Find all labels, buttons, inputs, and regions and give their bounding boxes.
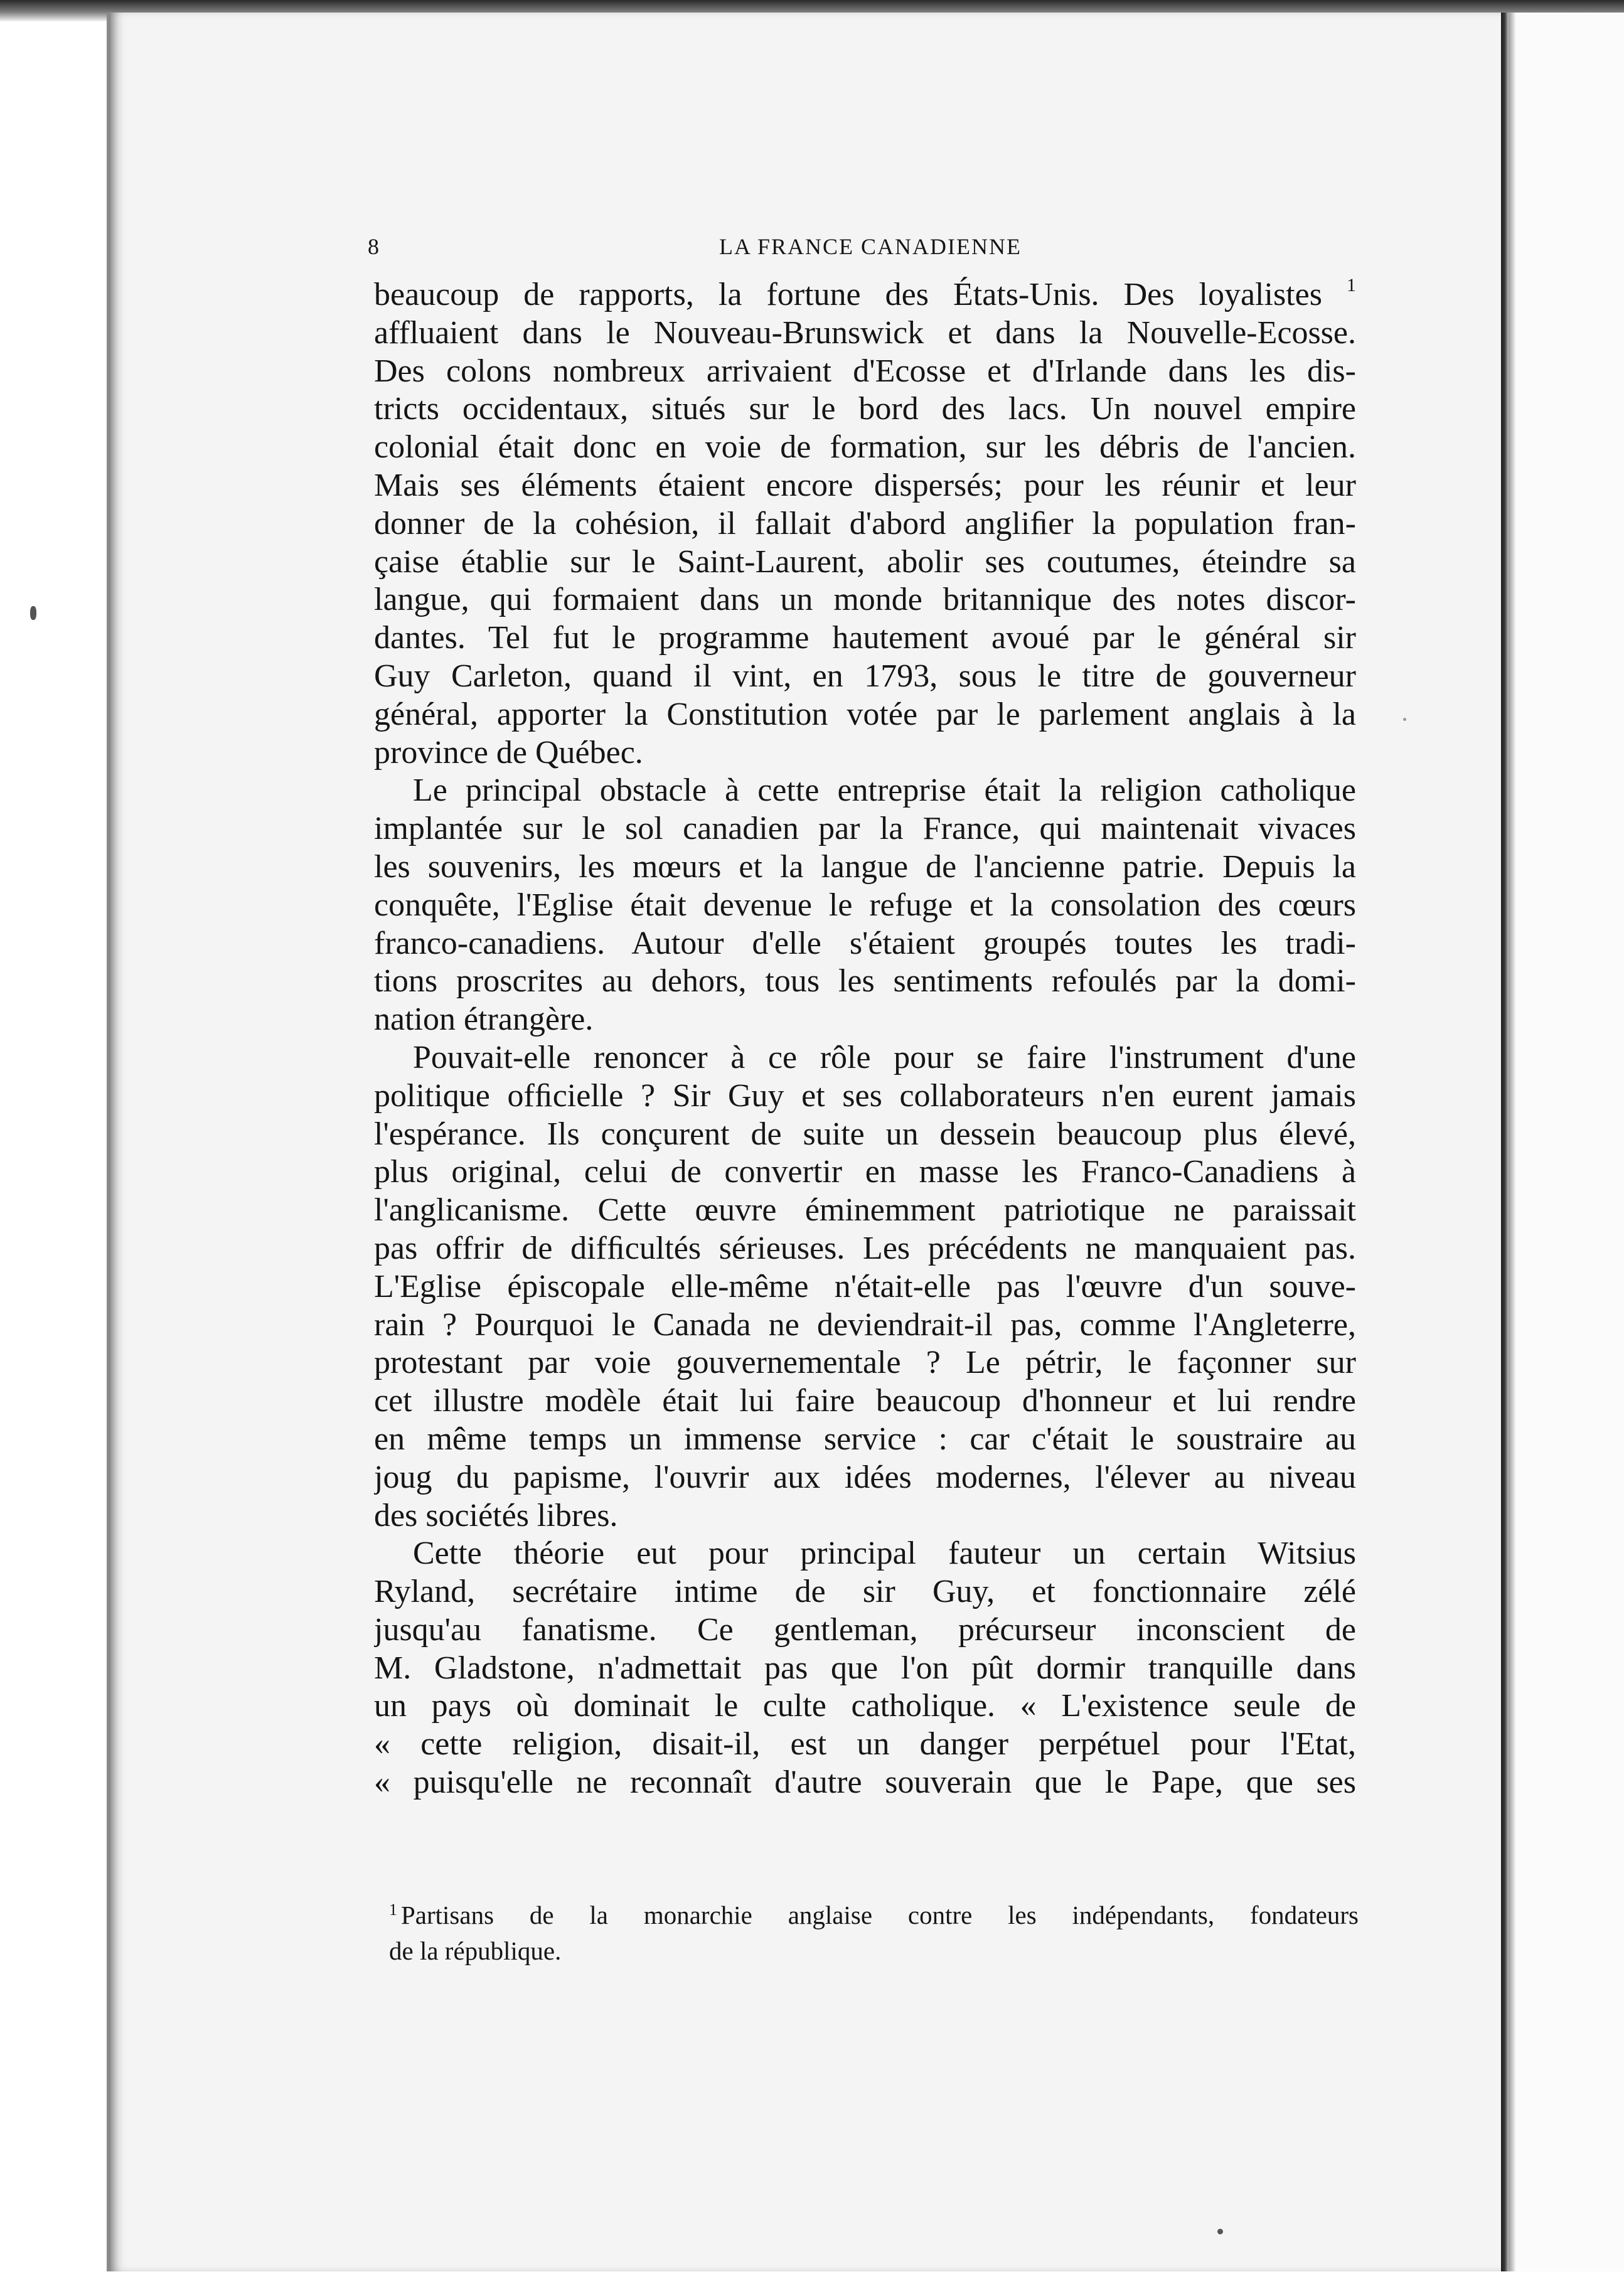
text-line: Mais ses éléments étaient encore dispersés; pour les réunir et leur [374, 467, 1356, 503]
text-line: cet illustre modèle était lui faire beaucoup d'honneur et lui rendre [374, 1383, 1356, 1419]
text-line: franco-canadiens. Autour d'elle s'étaient groupés toutes les tradi- [374, 925, 1356, 961]
text-line: jusqu'au fanatisme. Ce gentleman, précurseur inconscient de [374, 1611, 1356, 1648]
text-line: Ryland, secrétaire intime de sir Guy, et fonctionnaire zélé [374, 1574, 1356, 1610]
footnote-reference: 1 [1347, 276, 1356, 296]
text-line: politique ofﬁcielle ? Sir Guy et ses collaborateurs n'en eurent jamais [374, 1077, 1356, 1114]
footnote-line: $^1$ Partisans de la monarchie anglaise contre les indépendants, fondateurs [389, 1901, 1359, 1929]
text-line: donner de la cohésion, il fallait d'abord angliﬁer la population fran- [374, 505, 1356, 541]
text-line: langue, qui formaient dans un monde britannique des notes discor- [374, 582, 1356, 618]
text-line: beaucoup de rapports, la fortune des États-Unis. Des loyalistes $^1$ [374, 276, 1356, 312]
text-line: nation étrangère. [374, 1001, 594, 1038]
text-line: l'espérance. Ils conçurent de suite un dessein beaucoup plus élevé, [374, 1116, 1356, 1152]
text-line: Guy Carleton, quand il vint, en 1793, sous le titre de gouverneur [374, 658, 1356, 694]
text-line: çaise établie sur le Saint-Laurent, abolir ses coutumes, éteindre sa [374, 543, 1356, 580]
text-line: colonial était donc en voie de formation, sur les débris de l'ancien. [374, 429, 1356, 466]
page-number: 8 [368, 234, 380, 259]
text-line: Des colons nombreux arrivaient d'Ecosse et d'Irlande dans les dis- [374, 353, 1356, 389]
text-line: L'Eglise épiscopale elle-même n'était-elle pas l'œuvre d'un souve- [374, 1268, 1356, 1304]
text-line: Le principal obstacle à cette entreprise était la religion catholique [413, 772, 1356, 809]
text-line: en même temps un immense service : car c'était le soustraire au [374, 1421, 1356, 1457]
text-line: affluaient dans le Nouveau-Brunswick et dans la Nouvelle-Ecosse. [374, 314, 1356, 351]
text-line: protestant par voie gouvernementale ? Le pétrir, le façonner sur [374, 1345, 1356, 1381]
text-line: les souvenirs, les mœurs et la langue de l'ancienne patrie. Depuis la [374, 848, 1356, 885]
text-line: conquête, l'Eglise était devenue le refuge et la consolation des cœurs [374, 887, 1356, 923]
text-line: province de Québec. [374, 734, 643, 771]
text-line: général, apporter la Constitution votée par le parlement anglais à la [374, 696, 1356, 732]
text-line: « cette religion, disait-il, est un danger perpétuel pour l'Etat, [374, 1726, 1356, 1763]
footnote-marker: 1 [389, 1901, 397, 1919]
text-line: l'anglicanisme. Cette œuvre éminemment patriotique ne paraissait [374, 1192, 1356, 1229]
text-line: pas offrir de difﬁcultés sérieuses. Les précédents ne manquaient pas. [374, 1230, 1356, 1266]
text-line: des sociétés libres. [374, 1497, 618, 1534]
running-title: LA FRANCE CANADIENNE [719, 234, 1022, 259]
text-line: « puisqu'elle ne reconnaît d'autre souverain que le Pape, que ses [374, 1764, 1356, 1801]
text-line: plus original, celui de convertir en masse les Franco-Canadiens à [374, 1154, 1356, 1190]
text-line: M. Gladstone, n'admettait pas que l'on pût dormir tranquille dans [374, 1650, 1356, 1686]
text-line: implantée sur le sol canadien par la France, qui maintenait vivaces [374, 811, 1356, 847]
body-text [374, 276, 1356, 1802]
text-line: dantes. Tel fut le programme hautement avoué par le général sir [374, 620, 1356, 656]
text-line: tions proscrites au dehors, tous les sentiments refoulés par la domi- [374, 963, 1356, 1000]
text-line: rain ? Pourquoi le Canada ne deviendrait-il pas, comme l'Angleterre, [374, 1306, 1356, 1343]
footnote-line: de la république. [389, 1936, 562, 1965]
text-line: Cette théorie eut pour principal fauteur un certain Witsius [413, 1535, 1356, 1572]
text-line: joug du papisme, l'ouvrir aux idées modernes, l'élever au niveau [374, 1459, 1356, 1495]
footnote [389, 1897, 1359, 1969]
text-line: tricts occidentaux, situés sur le bord des lacs. Un nouvel empire [374, 391, 1356, 427]
text-line: Pouvait-elle renoncer à ce rôle pour se faire l'instrument d'une [413, 1039, 1356, 1075]
text-line: un pays où dominait le culte catholique. « L'existence seule de [374, 1688, 1356, 1724]
running-head [368, 233, 1353, 265]
